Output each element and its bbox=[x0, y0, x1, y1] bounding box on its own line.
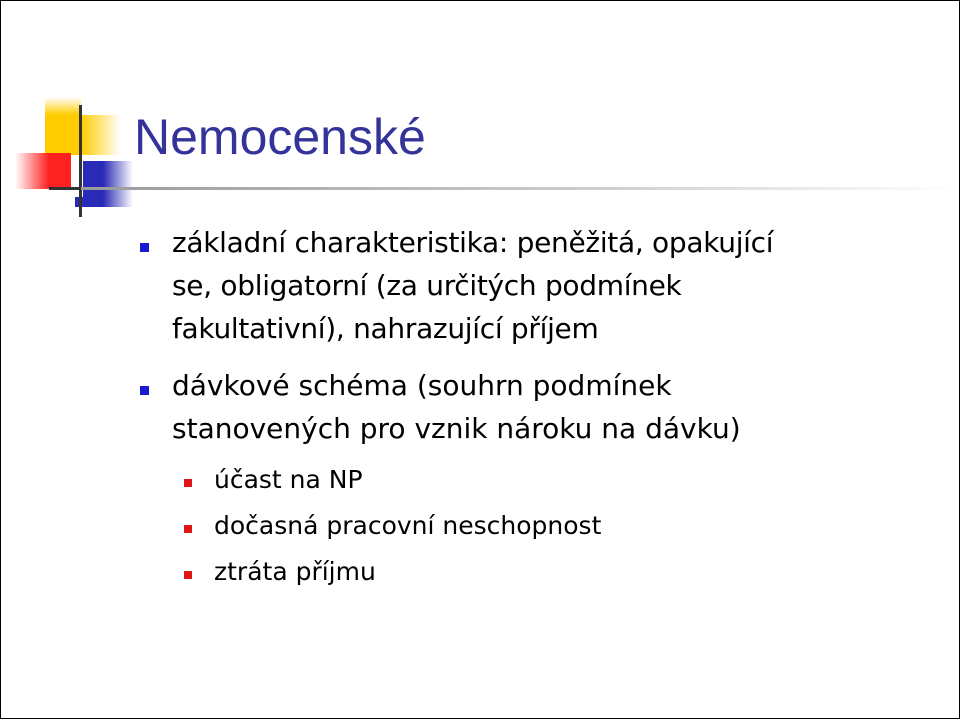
bullet-line: dávkové schéma (souhrn podmínek bbox=[172, 369, 672, 402]
bullet-item bbox=[172, 221, 932, 350]
sub-bullet-item: účast na NP bbox=[214, 465, 363, 494]
bullet-line: stanovených pro vznik nároku na dávku) bbox=[172, 412, 741, 445]
bullet-line: základní charakteristika: peněžitá, opakující bbox=[172, 226, 774, 259]
bullet-item bbox=[172, 364, 932, 450]
sub-bullet-item: ztráta příjmu bbox=[214, 557, 376, 586]
bullet-line: se, obligatorní (za určitých podmínek bbox=[172, 269, 682, 302]
sub-bullet-marker-square-icon bbox=[184, 525, 192, 533]
bullet-marker-square-icon bbox=[140, 243, 149, 252]
bullet-line: fakultativní), nahrazující příjem bbox=[172, 312, 599, 345]
sub-bullet-marker-square-icon bbox=[184, 479, 192, 487]
sub-bullet-marker-square-icon bbox=[184, 571, 192, 579]
slide-content bbox=[1, 1, 960, 719]
bullet-marker-square-icon bbox=[140, 386, 149, 395]
slide-title: Nemocenské bbox=[134, 109, 426, 165]
sub-bullet-item: dočasná pracovní neschopnost bbox=[214, 511, 602, 540]
